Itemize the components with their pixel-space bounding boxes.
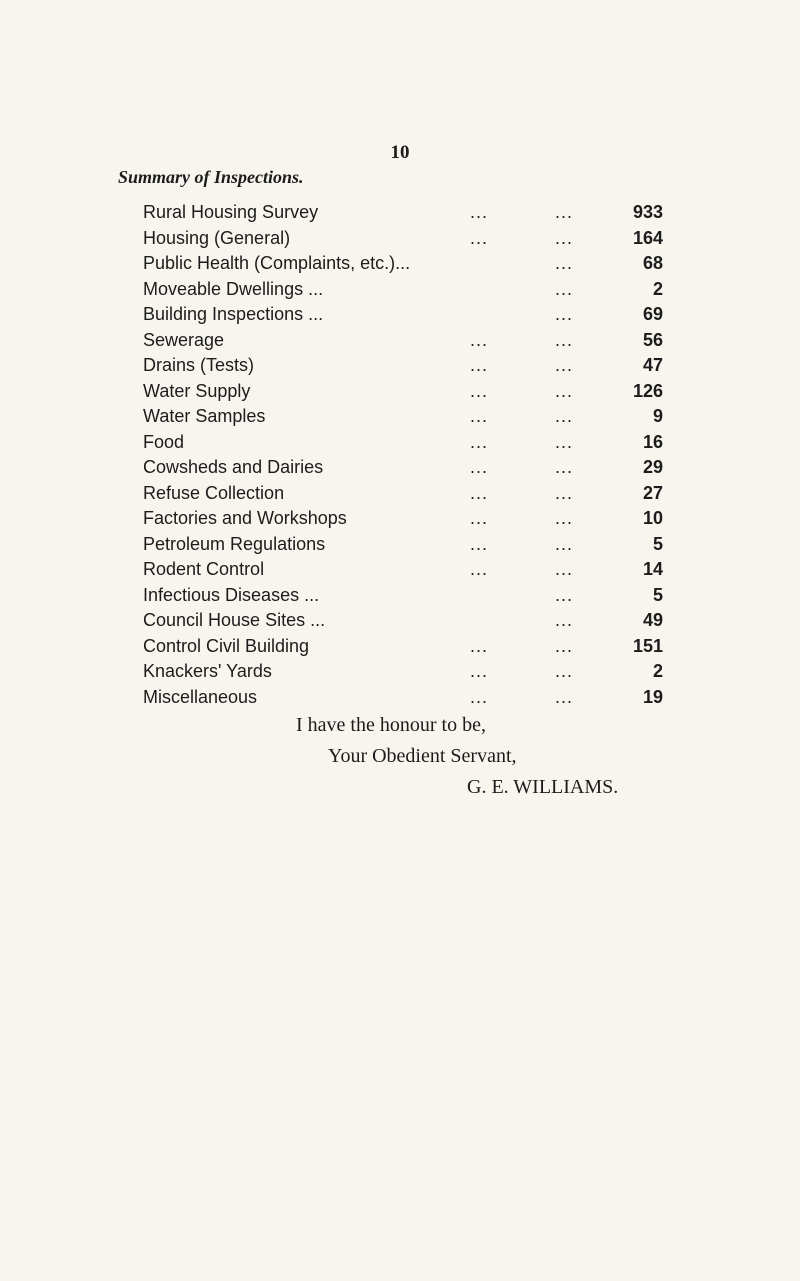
item-count: 68 [642, 253, 663, 273]
dot-leader: ... [555, 202, 574, 222]
item-count: 14 [642, 559, 663, 579]
list-item [143, 200, 663, 226]
item-label: Public Health (Complaints, etc.)... [143, 253, 411, 273]
item-label: Water Supply [143, 380, 251, 401]
dot-leader: ... [470, 406, 489, 426]
item-label: Food [143, 431, 185, 452]
dot-leader: ... [470, 686, 489, 707]
item-count: 16 [642, 431, 663, 452]
dot-leader: ... [470, 482, 489, 503]
dot-leader: ... [470, 329, 489, 350]
item-label: Rural Housing Survey [143, 202, 319, 222]
dot-leader: ... [555, 610, 574, 630]
dot-leader: ... [555, 278, 574, 299]
signature-name: G. E. WILLIAMS. [467, 776, 619, 798]
item-count: 5 [652, 584, 663, 605]
dot-leader: ... [555, 635, 574, 656]
item-count: 19 [642, 686, 663, 707]
list-item [143, 404, 663, 430]
item-count: 2 [652, 661, 663, 681]
dot-leader: ... [555, 533, 574, 554]
list-item [143, 277, 663, 303]
item-count: 10 [642, 508, 663, 528]
item-label: Drains (Tests) [143, 355, 255, 375]
dot-leader: ... [555, 431, 574, 452]
item-label: Moveable Dwellings ... [143, 278, 324, 299]
item-label: Refuse Collection [143, 482, 285, 503]
dot-leader: ... [555, 329, 574, 350]
list-item [143, 251, 663, 277]
dot-leader: ... [470, 635, 489, 656]
list-item [143, 226, 663, 252]
dot-leader: ... [470, 202, 489, 222]
item-label: Building Inspections ... [143, 304, 324, 324]
list-item [143, 430, 663, 456]
item-count: 933 [632, 202, 663, 222]
item-label: Council House Sites ... [143, 610, 326, 630]
dot-leader: ... [470, 559, 489, 579]
item-label: Control Civil Building [143, 635, 310, 656]
dot-leader: ... [470, 508, 489, 528]
list-item [143, 685, 663, 711]
item-count: 126 [632, 380, 663, 401]
item-count: 151 [632, 635, 663, 656]
dot-leader: ... [555, 457, 574, 477]
item-count: 56 [642, 329, 663, 350]
item-label: Housing (General) [143, 227, 291, 248]
dot-leader: ... [470, 431, 489, 452]
item-label: Cowsheds and Dairies [143, 457, 324, 477]
dot-leader: ... [555, 253, 574, 273]
dot-leader: ... [555, 304, 574, 324]
list-item [143, 532, 663, 558]
dot-leader: ... [470, 533, 489, 554]
item-count: 2 [652, 278, 663, 299]
list-item [143, 583, 663, 609]
dot-leader: ... [470, 355, 489, 375]
dot-leader: ... [555, 584, 574, 605]
dot-leader: ... [555, 661, 574, 681]
item-count: 49 [642, 610, 663, 630]
closing-valediction: Your Obedient Servant, [328, 745, 517, 767]
item-label: Factories and Workshops [143, 508, 347, 528]
dot-leader: ... [555, 406, 574, 426]
dot-leader: ... [470, 457, 489, 477]
item-count: 5 [652, 533, 663, 554]
item-label: Rodent Control [143, 559, 265, 579]
list-item [143, 302, 663, 328]
list-item [143, 506, 663, 532]
item-count: 9 [652, 406, 663, 426]
page-number: 10 [390, 142, 410, 163]
list-item [143, 557, 663, 583]
item-label: Petroleum Regulations [143, 533, 326, 554]
list-item [143, 481, 663, 507]
dot-leader: ... [555, 355, 574, 375]
inspection-summary-list [143, 200, 663, 710]
dot-leader: ... [470, 661, 489, 681]
item-count: 69 [642, 304, 663, 324]
dot-leader: ... [470, 227, 489, 248]
item-count: 27 [642, 482, 663, 503]
dot-leader: ... [555, 559, 574, 579]
list-item [143, 353, 663, 379]
item-label: Infectious Diseases ... [143, 584, 320, 605]
list-item [143, 328, 663, 354]
list-item [143, 634, 663, 660]
item-count: 47 [642, 355, 663, 375]
list-item [143, 455, 663, 481]
item-label: Water Samples [143, 406, 266, 426]
dot-leader: ... [555, 686, 574, 707]
dot-leader: ... [555, 227, 574, 248]
item-count: 164 [632, 227, 663, 248]
item-label: Sewerage [143, 329, 225, 350]
closing-salutation: I have the honour to be, [296, 714, 486, 736]
item-count: 29 [642, 457, 663, 477]
list-item [143, 608, 663, 634]
item-label: Knackers' Yards [143, 661, 272, 681]
dot-leader: ... [555, 482, 574, 503]
list-item [143, 659, 663, 685]
item-label: Miscellaneous [143, 686, 258, 707]
section-heading: Summary of Inspections. [118, 167, 304, 187]
list-item [143, 379, 663, 405]
dot-leader: ... [555, 380, 574, 401]
dot-leader: ... [470, 380, 489, 401]
dot-leader: ... [555, 508, 574, 528]
